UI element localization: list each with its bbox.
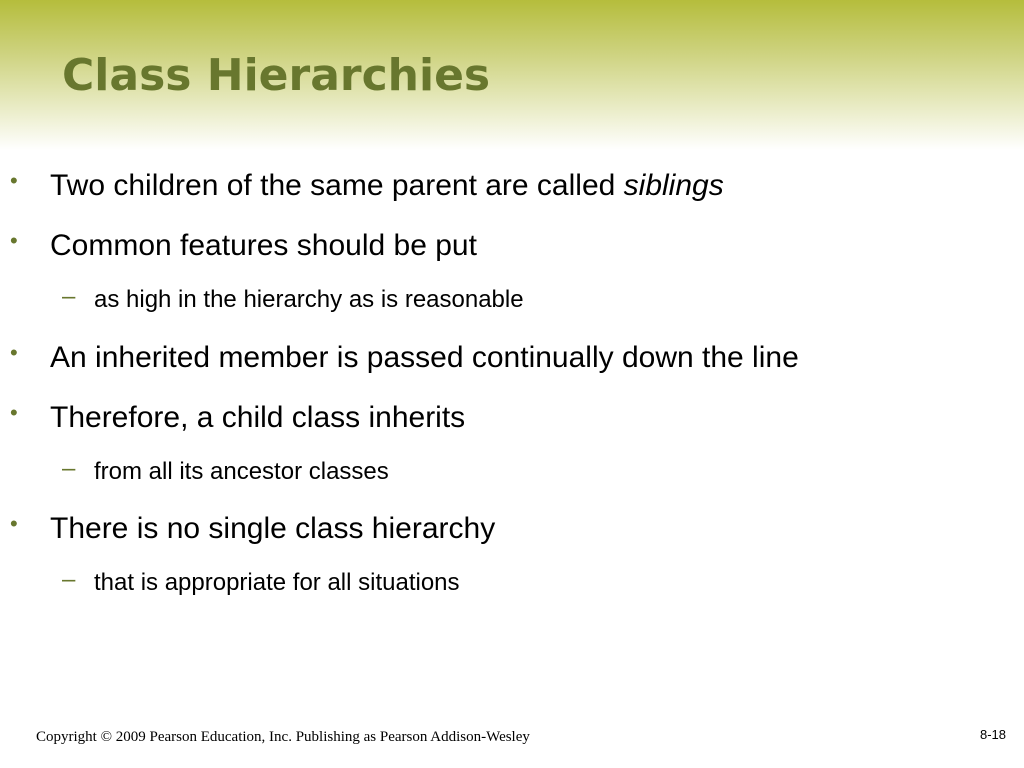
bullet-text: An inherited member is passed continually down the line xyxy=(50,341,799,374)
dash-icon: – xyxy=(62,283,76,310)
page-number: 8-18 xyxy=(979,727,1006,742)
bullet-emphasis: siblings xyxy=(623,169,724,202)
sub-bullet-text: that is appropriate for all situations xyxy=(94,569,460,596)
dash-icon: – xyxy=(62,455,76,482)
bullet-item xyxy=(10,228,477,264)
bullet-icon: • xyxy=(10,511,18,536)
bullet-icon: • xyxy=(10,228,18,253)
bullet-item xyxy=(10,511,496,547)
copyright-footer: Copyright © 2009 Pearson Education, Inc. Publishing as Pearson Addison-Wesley xyxy=(36,729,530,745)
bullet-item xyxy=(10,340,799,376)
sub-bullet-text: as high in the hierarchy as is reasonable xyxy=(94,286,524,313)
bullet-item xyxy=(10,400,466,436)
bullet-icon: • xyxy=(10,340,18,365)
bullet-text: Two children of the same parent are called xyxy=(50,169,624,202)
bullet-text: Common features should be put xyxy=(50,229,477,262)
bullet-icon: • xyxy=(10,400,18,425)
bullet-text: Therefore, a child class inherits xyxy=(50,401,466,434)
dash-icon: – xyxy=(62,566,76,593)
sub-bullet-item xyxy=(62,283,524,315)
bullet-text: There is no single class hierarchy xyxy=(50,512,496,545)
bullet-item xyxy=(10,168,724,204)
sub-bullet-text: from all its ancestor classes xyxy=(94,458,389,485)
slide-title: Class Hierarchies xyxy=(62,50,491,101)
sub-bullet-item xyxy=(62,566,460,598)
sub-bullet-item xyxy=(62,455,389,487)
bullet-icon: • xyxy=(10,168,18,193)
